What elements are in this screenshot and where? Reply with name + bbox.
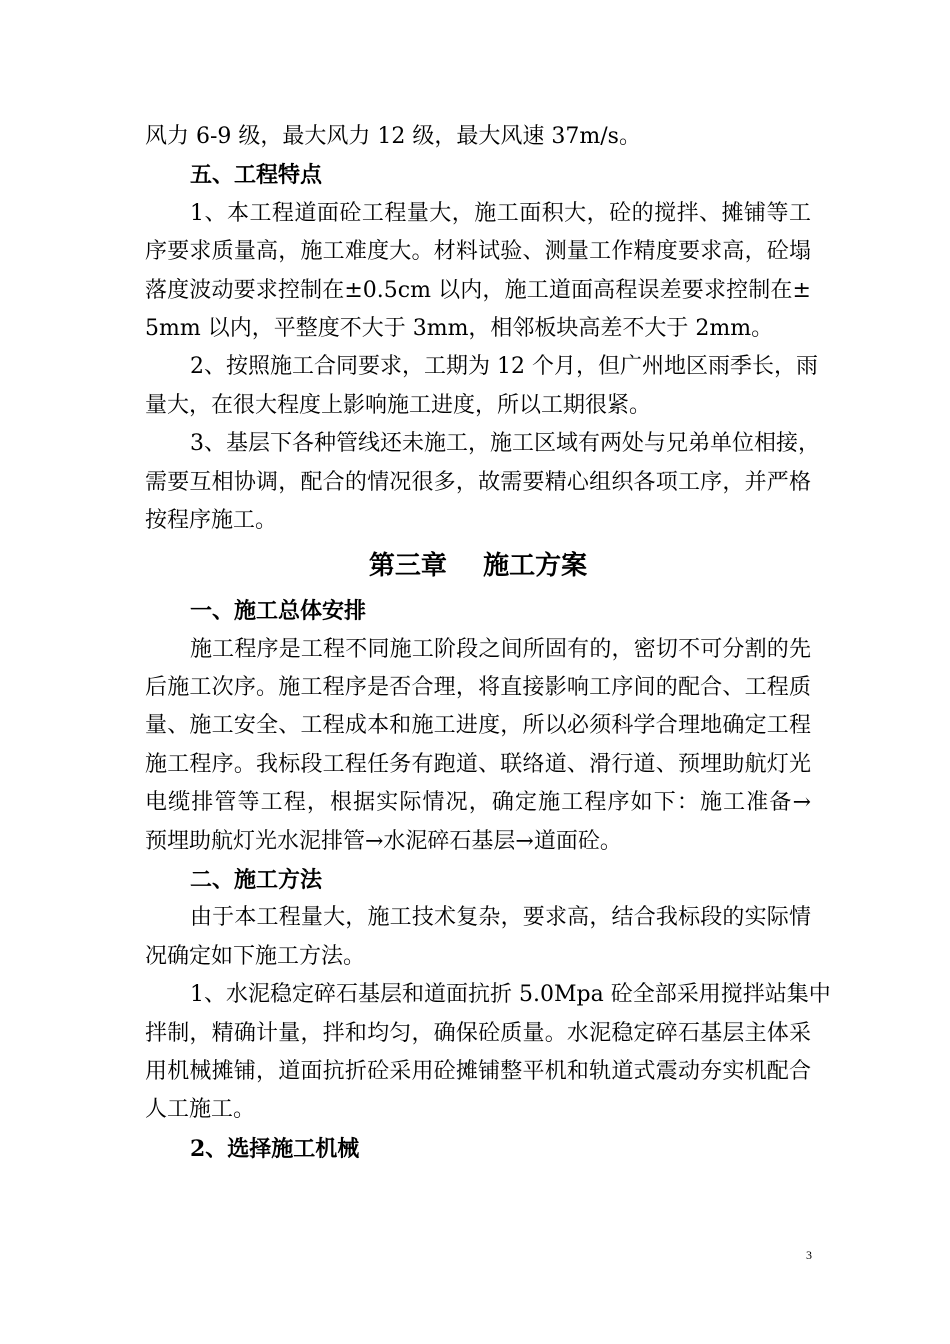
section-heading-select-machinery: 2、选择施工机械 bbox=[190, 1135, 360, 1162]
paragraph-line: 按程序施工。 bbox=[145, 507, 278, 533]
paragraph-line: 1、水泥稳定碎石基层和道面抗折 5.0Mpa 砼全部采用搅拌站集中 bbox=[190, 982, 831, 1008]
paragraph-line: 3、基层下各种管线还未施工，施工区域有两处与兄弟单位相接， bbox=[190, 431, 820, 457]
paragraph-line: 序要求质量高，施工难度大。材料试验、测量工作精度要求高，砼塌 bbox=[145, 239, 811, 265]
paragraph-line: 量、施工安全、工程成本和施工进度，所以必须科学合理地确定工程 bbox=[145, 713, 811, 739]
paragraph-line: 量大，在很大程度上影响施工进度，所以工期很紧。 bbox=[145, 392, 652, 418]
paragraph-line: 电缆排管等工程，根据实际情况，确定施工程序如下：施工准备→ bbox=[145, 790, 811, 816]
paragraph-line: 落度波动要求控制在±0.5cm 以内，施工道面高程误差要求控制在± bbox=[145, 277, 811, 303]
section-heading-engineering-features: 五、工程特点 bbox=[190, 162, 323, 189]
paragraph-line: 施工程序。我标段工程任务有跑道、联络道、滑行道、预埋助航灯光 bbox=[145, 751, 811, 777]
section-heading-overall-arrangement: 一、施工总体安排 bbox=[190, 598, 367, 625]
paragraph-line: 人工施工。 bbox=[145, 1097, 256, 1123]
paragraph-line: 后施工次序。施工程序是否合理，将直接影响工序间的配合、工程质 bbox=[145, 675, 811, 701]
paragraph-line: 风力 6-9 级，最大风力 12 级，最大风速 37m/s。 bbox=[145, 124, 641, 149]
paragraph-line: 1、本工程道面砼工程量大，施工面积大，砼的搅拌、摊铺等工 bbox=[190, 200, 811, 226]
paragraph-line: 用机械摊铺，道面抗折砼采用砼摊铺整平机和轨道式震动夯实机配合 bbox=[145, 1058, 811, 1084]
paragraph-line: 施工程序是工程不同施工阶段之间所固有的，密切不可分割的先 bbox=[190, 636, 811, 662]
page-body bbox=[145, 118, 831, 1168]
section-heading-construction-method: 二、施工方法 bbox=[190, 867, 323, 894]
paragraph-line: 2、按照施工合同要求，工期为 12 个月，但广州地区雨季长，雨 bbox=[190, 354, 818, 380]
paragraph-line: 需要互相协调，配合的情况很多，故需要精心组织各项工序，并严格 bbox=[145, 469, 811, 495]
chapter-title: 第三章 施工方案 bbox=[368, 551, 588, 582]
paragraph-line: 拌制，精确计量，拌和均匀，确保砼质量。水泥稳定碎石基层主体采 bbox=[145, 1020, 811, 1046]
paragraph-line: 5mm 以内，平整度不大于 3mm，相邻板块高差不大于 2mm。 bbox=[145, 315, 774, 341]
page-number: 3 bbox=[806, 1248, 812, 1262]
paragraph-line: 况确定如下施工方法。 bbox=[145, 943, 366, 969]
paragraph-line: 预埋助航灯光水泥排管→水泥碎石基层→道面砼。 bbox=[145, 828, 622, 854]
paragraph-line: 由于本工程量大，施工技术复杂，要求高，结合我标段的实际情 bbox=[190, 905, 811, 931]
